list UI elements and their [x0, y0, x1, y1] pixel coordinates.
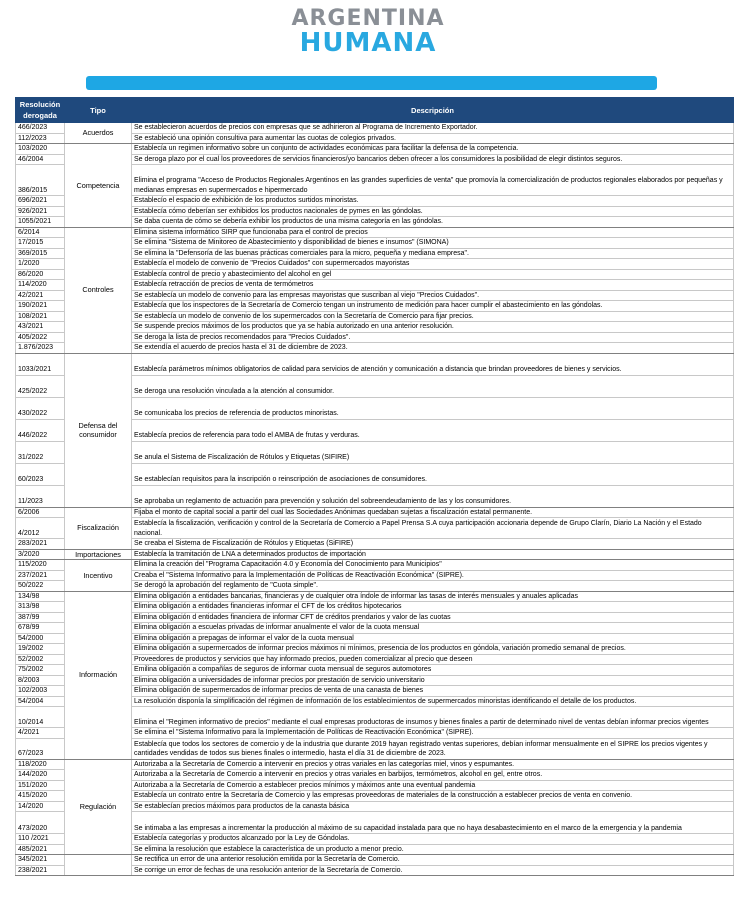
tipo-cell: Importaciones [65, 549, 132, 560]
resolution-number: 4/2012 [16, 518, 65, 539]
description: Establecía que los inspectores de la Secretaría de Comercio tengan un instrumento de medición para hacer cumplir el abastecimiento en las góndolas. [132, 301, 734, 312]
table-row [16, 507, 734, 518]
resolution-number: 14/2020 [16, 801, 65, 812]
resolution-number: 238/2021 [16, 865, 65, 876]
resolution-number: 405/2022 [16, 332, 65, 343]
description: Establecía la tramitación de LNA a determinados productos de importación [132, 549, 734, 560]
description: Se elimina la "Defensoría de las buenas prácticas comerciales para la micro, pequeña y mediana empresa". [132, 248, 734, 259]
table-row [16, 759, 734, 770]
tipo-cell: Defensa del consumidor [65, 353, 132, 507]
resolution-number: 1033/2021 [16, 353, 65, 375]
resolution-number: 46/2004 [16, 154, 65, 165]
table-row [16, 855, 734, 866]
resolution-number: 1/2020 [16, 259, 65, 270]
resolution-number: 110 /2021 [16, 834, 65, 845]
description: Elimina el programa "Acceso de Productos Regionales Argentinos en las grandes superficies de venta" que promovía la comercialización de productos regionales elaborados por pequeñas y medianas empresas en supermercados e hipermercado [132, 165, 734, 196]
resolution-number: 485/2021 [16, 844, 65, 855]
resolution-number: 678/99 [16, 623, 65, 634]
resolution-number: 473/2020 [16, 812, 65, 834]
description: Establecía cómo deberían ser exhibidos los productos nacionales de pymes en las góndolas. [132, 206, 734, 217]
resolution-number: 345/2021 [16, 855, 65, 866]
resolution-number: 19/2002 [16, 644, 65, 655]
description: Se estableció una opinión consultiva para aumentar las cuotas de colegios privados. [132, 133, 734, 144]
description: Se establecían requisitos para la inscripción o reinscripción de asociaciones de consumidores. [132, 463, 734, 485]
argentina-humana-logo [288, 6, 448, 58]
description: Se establecía un modelo de convenio para las empresas mayoristas que suscriban al viejo "Precios Cuidados". [132, 290, 734, 301]
table-header-row [16, 98, 734, 123]
description: La resolución disponía la simplificación del régimen de información de los establecimientos de supermercados minoristas identificando el detalle de los productos. [132, 696, 734, 707]
title-bar [86, 76, 657, 90]
description: Establecía control de precio y abastecimiento del alcohol en gel [132, 269, 734, 280]
resolution-number: 42/2021 [16, 290, 65, 301]
description: Establecío el espacio de exhibición de los productos surtidos minoristas. [132, 196, 734, 207]
description: Elimina obligación a prepagas de informar el valor de la cuota mensual [132, 633, 734, 644]
resolution-number: 31/2022 [16, 441, 65, 463]
description: Autorizaba a la Secretaría de Comercio a establecer precios mínimos y máximos ante una eventual pandemia [132, 780, 734, 791]
description: Establecía un contrato entre la Secretaría de Comercio y las empresas proveedoras de materiales de la construcción a establecer precios de venta en convenio. [132, 791, 734, 802]
table-row [16, 123, 734, 134]
description: Elimina obligación d entidades financiera de informar CFT de créditos prendarios y valor de las cuotas [132, 612, 734, 623]
resolution-number: 54/2004 [16, 696, 65, 707]
resolution-number: 430/2022 [16, 397, 65, 419]
description: Se establecieron acuerdos de precios con empresas que se adhirieron al Programa de Incremento Exportador. [132, 123, 734, 134]
table-row [16, 549, 734, 560]
resolution-number: 3/2020 [16, 549, 65, 560]
resolution-number: 1.876/2023 [16, 343, 65, 354]
resolution-number: 67/2023 [16, 738, 65, 759]
resolutions-table [15, 97, 734, 876]
table-row [16, 591, 734, 602]
resolution-number: 115/2020 [16, 560, 65, 571]
resolution-number: 151/2020 [16, 780, 65, 791]
tipo-cell: Controles [65, 227, 132, 353]
tipo-cell: Regulación [65, 759, 132, 855]
resolution-number: 8/2003 [16, 675, 65, 686]
description: Se deroga la lista de precios recomendados para "Precios Cuidados". [132, 332, 734, 343]
description: Establecía el modelo de convenio de "Precios Cuidados" con supermercados mayoristas [132, 259, 734, 270]
description: Se elimina el "Sistema Informativo para la Implementación de Políticas de Reactivación Económica" (SIPRE). [132, 728, 734, 739]
description: Se elimina "Sistema de Minitoreo de Abastecimiento y disponibilidad de bienes e insumos" (SIMONA) [132, 238, 734, 249]
resolution-number: 108/2021 [16, 311, 65, 322]
description: Elimina la creación del "Programa Capacitación 4.0 y Economía del Conocimiento para Municipios" [132, 560, 734, 571]
description: Establecía parámetros mínimos obligatorios de calidad para servicios de atención y comunicación a distancia que brindan proveedores de bienes y servicios. [132, 353, 734, 375]
resolution-number: 144/2020 [16, 770, 65, 781]
description: Se creaba el Sistema de Fiscalización de Rótulos y Etiquetas (SiFIRE) [132, 539, 734, 550]
table-row [16, 227, 734, 238]
description: Establecía la fiscalización, verificación y control de la Secretaría de Comercio a Papel Prensa S.A cuya participación accionaria depende de Grupo Clarín, Diario La Nación y el Estado nacional. [132, 518, 734, 539]
header-descripcion: Descripción [132, 98, 734, 123]
resolution-number: 313/98 [16, 602, 65, 613]
resolution-number: 43/2021 [16, 322, 65, 333]
description: Creaba el "Sistema Informativo para la Implementación de Políticas de Reactivación Económica" (SIPRE). [132, 570, 734, 581]
resolution-number: 60/2023 [16, 463, 65, 485]
description: Se deroga una resolución vinculada a la atención al consumidor. [132, 375, 734, 397]
table-row [16, 560, 734, 571]
resolution-number: 425/2022 [16, 375, 65, 397]
header-resolucion: Resolución derogada [16, 98, 65, 123]
resolution-number: 1055/2021 [16, 217, 65, 228]
resolution-number: 369/2015 [16, 248, 65, 259]
resolution-number: 134/98 [16, 591, 65, 602]
tipo-cell: Competencia [65, 144, 132, 228]
resolution-number: 6/2006 [16, 507, 65, 518]
description: Emilina obligación a compañías de seguros de informar cuota mensual de seguros automotores [132, 665, 734, 676]
description: Elimina obligación a entidades bancarias, financieras y de cualquier otra índole de informar las tasas de interés mensuales y anuales aplicadas [132, 591, 734, 602]
description: Elimina sistema informático SIRP que funcionaba para el control de precios [132, 227, 734, 238]
description: Se intimaba a las empresas a incrementar la producción al máximo de su capacidad instalada para que no haya desabastecimiento en el marco de la emergencia y la pandemia [132, 812, 734, 834]
description: Autorizaba a la Secretaría de Comercio a intervenir en precios y otras variales en las categorías miel, vinos y espumantes. [132, 759, 734, 770]
description: Se rectifica un error de una anterior resolución emitida por la Secretaría de Comercio. [132, 855, 734, 866]
resolution-number: 926/2021 [16, 206, 65, 217]
description: Se daba cuenta de cómo se debería exhibir los productos de una misma categoría en las góndolas. [132, 217, 734, 228]
description: Elimina obligación a universidades de informar precios por prestación de servicio universitario [132, 675, 734, 686]
resolution-number: 103/2020 [16, 144, 65, 155]
resolution-number: 283/2021 [16, 539, 65, 550]
resolution-number: 10/2014 [16, 707, 65, 728]
tipo-cell: Fiscalización [65, 507, 132, 549]
description: Elimina obligación a escuelas privadas de informar anualmente el valor de la cuota mensual [132, 623, 734, 634]
description: Elimina obligación a supermercados de informar precios máximos ni mínimos, presencia de los productos en góndola, variación promedio semanal de precios. [132, 644, 734, 655]
description: Se establecían precios máximos para productos de la canasta básica [132, 801, 734, 812]
description: Se extendía el acuerdo de precios hasta el 31 de diciembre de 2023. [132, 343, 734, 354]
resolution-number: 52/2002 [16, 654, 65, 665]
logo-line-2: HUMANA [299, 28, 437, 58]
resolution-number: 466/2023 [16, 123, 65, 134]
tipo-cell [65, 855, 132, 876]
resolution-number: 387/99 [16, 612, 65, 623]
resolution-number: 86/2020 [16, 269, 65, 280]
table-row [16, 353, 734, 375]
tipo-cell: Incentivo [65, 560, 132, 592]
resolution-number: 50/2022 [16, 581, 65, 592]
description: Elimina obligación de supermercados de informar precios de venta de una canasta de bienes [132, 686, 734, 697]
description: Se corrige un error de fechas de una resolución anterior de la Secretaría de Comercio. [132, 865, 734, 876]
description: Se deroga plazo por el cual los proveedores de servicios financieros/yo bancarios deben ofrecer a los consumidores la posibilidad de elegir distintos seguros. [132, 154, 734, 165]
description: Se elimina la resolución que establece la característica de un producto a menor precio. [132, 844, 734, 855]
resolution-number: 118/2020 [16, 759, 65, 770]
resolution-number: 190/2021 [16, 301, 65, 312]
table-row [16, 144, 734, 155]
description: Elimina el "Regimen informativo de precios" mediante el cual empresas productoras de insumos y bienes finales a partir de determinado nivel de ventas debían informar precios vigentes [132, 707, 734, 728]
table-body [16, 123, 734, 876]
resolution-number: 446/2022 [16, 419, 65, 441]
description: Establecía un regimen informativo sobre un conjunto de actividades económicas para facilitar la defensa de la competencia. [132, 144, 734, 155]
description: Autorizaba a la Secretaría de Comercio a intervenir en precios y otras variales en barbijos, termómetros, alcohol en gel, entre otros. [132, 770, 734, 781]
resolution-number: 17/2015 [16, 238, 65, 249]
description: Se suspende precios máximos de los productos que ya se había autorizado en una anterior resolución. [132, 322, 734, 333]
description: Se comunicaba los precios de referencia de productos minoristas. [132, 397, 734, 419]
description: Proveedores de productos y servicios que hay informado precios, pueden comercializar al precio que deseen [132, 654, 734, 665]
resolution-number: 75/2002 [16, 665, 65, 676]
resolution-number: 237/2021 [16, 570, 65, 581]
resolution-number: 11/2023 [16, 485, 65, 507]
resolution-number: 415/2020 [16, 791, 65, 802]
description: Se establecía un modelo de convenio de los supermercados con la Secretaría de Comercio para fijar precios. [132, 311, 734, 322]
tipo-cell: Información [65, 591, 132, 759]
resolution-number: 6/2014 [16, 227, 65, 238]
resolution-number: 102/2003 [16, 686, 65, 697]
description: Establecía retracción de precios de venta de termómetros [132, 280, 734, 291]
resolution-number: 54/2000 [16, 633, 65, 644]
description: Se aprobaba un reglamento de actuación para prevención y solución del sobreendeudamiento de las y los consumidores. [132, 485, 734, 507]
resolution-number: 4/2021 [16, 728, 65, 739]
description: Se anula el Sistema de Fiscalización de Rótulos y Etiquetas (SIFIRE) [132, 441, 734, 463]
description: Fijaba el monto de capital social a partir del cual las Sociedades Anónimas quedaban sujetas a fiscalización estatal permanente. [132, 507, 734, 518]
description: Elimina obligación a entidades financieras informar el CFT de los créditos hipotecarios [132, 602, 734, 613]
header-tipo: Tipo [65, 98, 132, 123]
resolution-number: 386/2015 [16, 165, 65, 196]
resolution-number: 696/2021 [16, 196, 65, 207]
description: Establecía que todos los sectores de comercio y de la industria que durante 2019 hayan registrado ventas superiores, debían informar mensualmente en el SIPRE los precios vigentes y cantidades vendidas de todos sus bienes finales o intermedio, hasta el día 31 de diciembre de 2023. [132, 738, 734, 759]
resolution-number: 114/2020 [16, 280, 65, 291]
tipo-cell: Acuerdos [65, 123, 132, 144]
description: Establecía precios de referencia para todo el AMBA de frutas y verduras. [132, 419, 734, 441]
resolution-number: 112/2023 [16, 133, 65, 144]
description: Establecía categorías y productos alcanzado por la Ley de Góndolas. [132, 834, 734, 845]
logo-line-1: ARGENTINA [291, 6, 445, 31]
description: Se derogó la aprobación del reglamento de "Cuota simple". [132, 581, 734, 592]
